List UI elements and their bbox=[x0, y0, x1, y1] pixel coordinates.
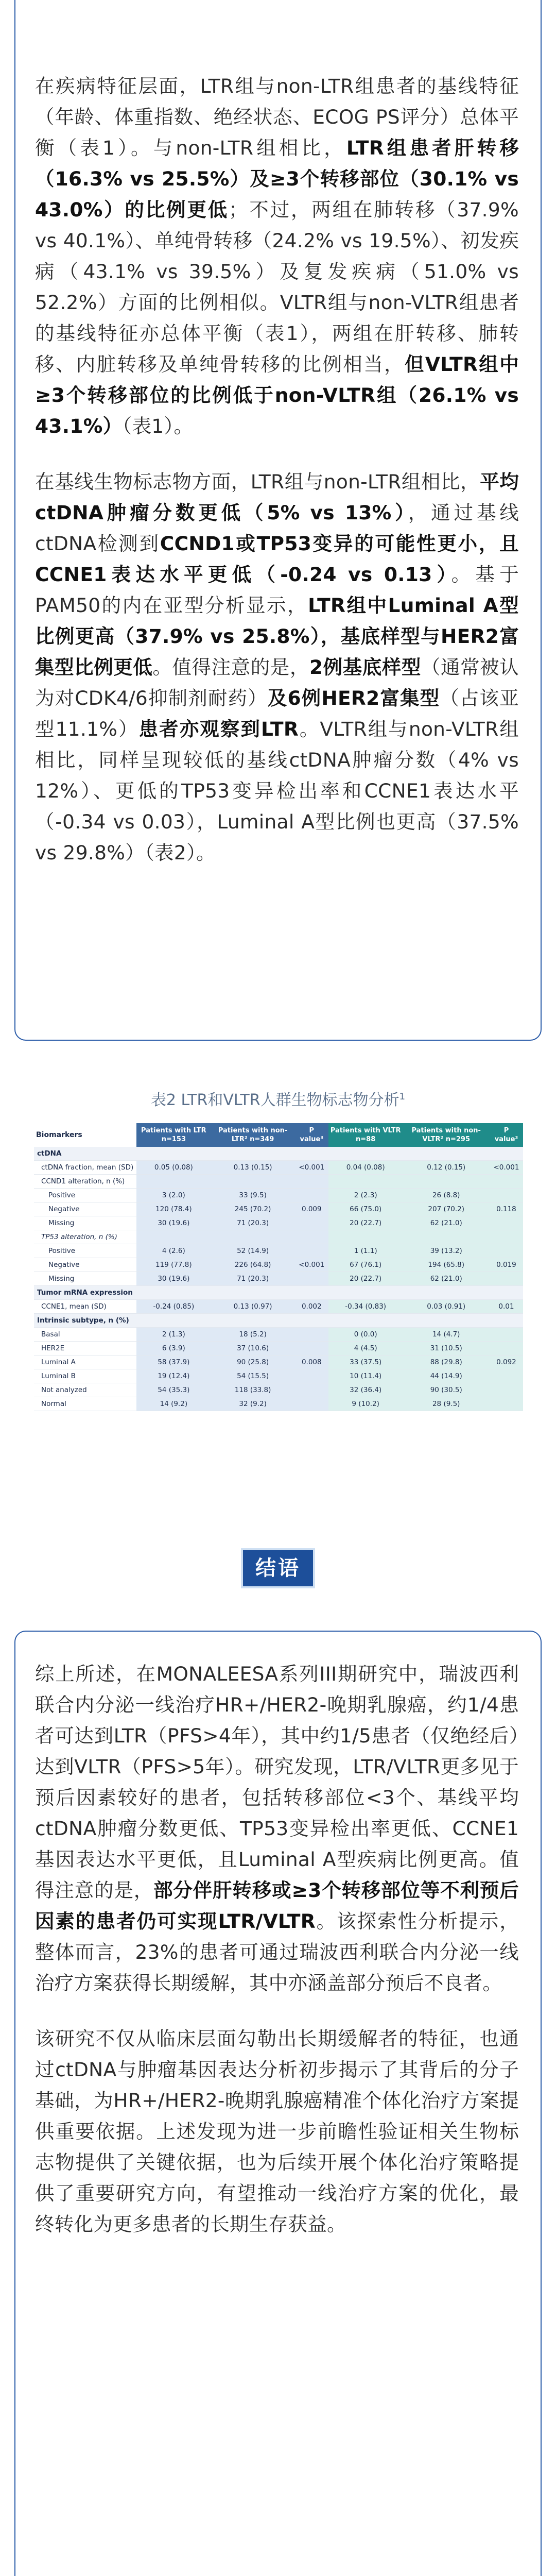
table-cell: 32 (36.4) bbox=[328, 1383, 403, 1397]
table-cell bbox=[490, 1147, 523, 1161]
body-text: 。VLTR组与non-VLTR组相比，同样呈现较低的基线ctDNA肿瘤分数（4% vs 12%）、更低的TP53变异检出率和CCNE1表达水平（-0.34 vs 0.03），Luminal A型比例也更高（37.5% vs 29.8%）（表2）。 bbox=[35, 718, 519, 864]
table-cell bbox=[403, 1286, 490, 1300]
table-cell bbox=[295, 1286, 328, 1300]
table-cell bbox=[211, 1230, 294, 1244]
table-cell bbox=[295, 1272, 328, 1286]
table-cell: CCNE1, mean (SD) bbox=[34, 1300, 136, 1314]
table-cell: 18 (5.2) bbox=[211, 1328, 294, 1342]
table-row bbox=[34, 1328, 523, 1342]
table-cell bbox=[295, 1369, 328, 1383]
table-header-cell: P value³ bbox=[295, 1123, 328, 1147]
table-cell: Luminal A bbox=[34, 1355, 136, 1369]
table-cell: 194 (65.8) bbox=[403, 1258, 490, 1272]
table-cell bbox=[490, 1272, 523, 1286]
table-cell: 0.008 bbox=[295, 1355, 328, 1369]
table-row bbox=[34, 1342, 523, 1355]
table-cell: HER2E bbox=[34, 1342, 136, 1355]
table-header-cell: Patients with LTR n=153 bbox=[136, 1123, 211, 1147]
table-cell bbox=[403, 1175, 490, 1189]
table-cell bbox=[490, 1383, 523, 1397]
table-cell: 0.009 bbox=[295, 1202, 328, 1216]
body-text: ，通过基线ctDNA检测到 bbox=[35, 501, 519, 555]
table-cell: 52 (14.9) bbox=[211, 1244, 294, 1258]
table-cell: 67 (76.1) bbox=[328, 1258, 403, 1272]
table-cell: Not analyzed bbox=[34, 1383, 136, 1397]
table-cell: 44 (14.9) bbox=[403, 1369, 490, 1383]
table-row bbox=[34, 1355, 523, 1369]
table-cell bbox=[295, 1147, 328, 1161]
table-cell bbox=[136, 1175, 211, 1189]
table-cell: 10 (11.4) bbox=[328, 1369, 403, 1383]
table-cell bbox=[328, 1314, 403, 1328]
table-cell: 31 (10.5) bbox=[403, 1342, 490, 1355]
body-text: （占该亚型11.1%） bbox=[35, 687, 519, 740]
biomarker-table bbox=[34, 1123, 523, 1411]
table-cell: 54 (35.3) bbox=[136, 1383, 211, 1397]
table-cell bbox=[295, 1244, 328, 1258]
table-row bbox=[34, 1244, 523, 1258]
table-row bbox=[34, 1230, 523, 1244]
disease-characteristics-paragraph bbox=[35, 71, 519, 442]
table-cell: Missing bbox=[34, 1216, 136, 1230]
table-row bbox=[34, 1161, 523, 1175]
emphasis-text: LTR组中Luminal A型比例更高（37.9% vs 25.8%），基底样型与HER2富集型比例更低 bbox=[35, 594, 519, 679]
table-cell: 120 (78.4) bbox=[136, 1202, 211, 1216]
table-cell: 66 (75.0) bbox=[328, 1202, 403, 1216]
table-row bbox=[34, 1286, 523, 1300]
body-text: （表1）。 bbox=[122, 415, 194, 437]
table-cell: 37 (10.6) bbox=[211, 1342, 294, 1355]
emphasis-text: 患者亦观察到LTR bbox=[138, 718, 299, 740]
table-cell: 4 (4.5) bbox=[328, 1342, 403, 1355]
table-cell bbox=[490, 1286, 523, 1300]
table-cell: 20 (22.7) bbox=[328, 1272, 403, 1286]
table-cell bbox=[295, 1328, 328, 1342]
table-cell bbox=[295, 1175, 328, 1189]
table-cell: 26 (8.8) bbox=[403, 1189, 490, 1202]
table-cell: 0.019 bbox=[490, 1258, 523, 1272]
table-cell: 226 (64.8) bbox=[211, 1258, 294, 1272]
table-cell: Negative bbox=[34, 1258, 136, 1272]
table-header-row bbox=[34, 1123, 523, 1147]
table-cell: 0.04 (0.08) bbox=[328, 1161, 403, 1175]
emphasis-text: 及6例HER2富集型 bbox=[267, 687, 440, 709]
table-row bbox=[34, 1216, 523, 1230]
emphasis-text: 但VLTR组中≥3个转移部位的比例低于non-VLTR组（26.1% vs 43.1%） bbox=[35, 353, 519, 437]
table-cell: 245 (70.2) bbox=[211, 1202, 294, 1216]
table-cell bbox=[328, 1286, 403, 1300]
table-row bbox=[34, 1300, 523, 1314]
table-cell: 54 (15.5) bbox=[211, 1369, 294, 1383]
table-cell bbox=[295, 1397, 328, 1411]
body-text: 该研究不仅从临床层面勾勒出长期缓解者的特征，也通过ctDNA与肿瘤基因表达分析初步揭示了其背后的分子基础，为HR+/HER2-晚期乳腺癌精准个体化治疗方案提供重要依据。上述发现为进一步前瞻性验证相关生物标志物提供了关键依据，也为后续开展个体化治疗策略提供了重要研究方向，有望推动一线治疗方案的优化，最终转化为更多患者的长期生存获益。 bbox=[35, 2027, 519, 2235]
table-cell bbox=[328, 1175, 403, 1189]
table-cell: 207 (70.2) bbox=[403, 1202, 490, 1216]
table-cell: 14 (4.7) bbox=[403, 1328, 490, 1342]
table-cell: 0.12 (0.15) bbox=[403, 1161, 490, 1175]
emphasis-text: CCND1或TP53变异的可能性更小，且CCNE1表达水平更低（-0.24 vs 0.13） bbox=[35, 532, 519, 586]
table-cell: Tumor mRNA expression bbox=[34, 1286, 136, 1300]
table-cell: 0.118 bbox=[490, 1202, 523, 1216]
table-cell: 30 (19.6) bbox=[136, 1272, 211, 1286]
table-cell: <0.001 bbox=[295, 1258, 328, 1272]
table-cell: ctDNA bbox=[34, 1147, 136, 1161]
table-cell bbox=[328, 1230, 403, 1244]
table-cell: Positive bbox=[34, 1189, 136, 1202]
table-cell bbox=[403, 1147, 490, 1161]
table-row bbox=[34, 1369, 523, 1383]
table-cell: 62 (21.0) bbox=[403, 1272, 490, 1286]
table-cell: 19 (12.4) bbox=[136, 1369, 211, 1383]
table-cell bbox=[490, 1397, 523, 1411]
body-text: 。基于PAM50的内在亚型分析显示， bbox=[35, 563, 519, 617]
table-header-cell: Biomarkers bbox=[34, 1123, 136, 1147]
emphasis-text: 部分伴肝转移或≥3个转移部位等不利预后因素的患者仍可实现LTR/VLTR bbox=[35, 1879, 519, 1933]
table-cell: 0.002 bbox=[295, 1300, 328, 1314]
table-cell bbox=[490, 1314, 523, 1328]
table-cell: 3 (2.0) bbox=[136, 1189, 211, 1202]
table-cell bbox=[490, 1189, 523, 1202]
table-header-cell: Patients with non-LTR² n=349 bbox=[211, 1123, 294, 1147]
table-cell: <0.001 bbox=[490, 1161, 523, 1175]
table-cell bbox=[295, 1230, 328, 1244]
table-row bbox=[34, 1189, 523, 1202]
table-cell: 118 (33.8) bbox=[211, 1383, 294, 1397]
table-row bbox=[34, 1147, 523, 1161]
table-cell: 0.01 bbox=[490, 1300, 523, 1314]
table-cell: 0.13 (0.15) bbox=[211, 1161, 294, 1175]
table-cell: 14 (9.2) bbox=[136, 1397, 211, 1411]
table-cell bbox=[211, 1286, 294, 1300]
table-cell: 58 (37.9) bbox=[136, 1355, 211, 1369]
body-text: 。该探索性分析提示，整体而言，23%的患者可通过瑞波西利联合内分泌一线治疗方案获得长期缓解，其中亦涵盖部分预后不良者。 bbox=[35, 1910, 519, 1994]
table-cell: 1 (1.1) bbox=[328, 1244, 403, 1258]
table-cell: Luminal B bbox=[34, 1369, 136, 1383]
table-cell: 39 (13.2) bbox=[403, 1244, 490, 1258]
body-text: 。值得注意的是， bbox=[152, 656, 309, 679]
table-cell bbox=[490, 1216, 523, 1230]
table-cell: CCND1 alteration, n (%) bbox=[34, 1175, 136, 1189]
table-cell: ctDNA fraction, mean (SD) bbox=[34, 1161, 136, 1175]
table-row bbox=[34, 1175, 523, 1189]
table-cell bbox=[211, 1314, 294, 1328]
table-cell: 71 (20.3) bbox=[211, 1216, 294, 1230]
table-row bbox=[34, 1272, 523, 1286]
table-cell: -0.24 (0.85) bbox=[136, 1300, 211, 1314]
table-cell: Basal bbox=[34, 1328, 136, 1342]
table-cell bbox=[403, 1314, 490, 1328]
conclusion-text-frame bbox=[14, 1631, 542, 2576]
table-cell: Missing bbox=[34, 1272, 136, 1286]
table-cell: 119 (77.8) bbox=[136, 1258, 211, 1272]
table-cell: 6 (3.9) bbox=[136, 1342, 211, 1355]
table-cell bbox=[490, 1175, 523, 1189]
emphasis-text: 2例基底样型 bbox=[309, 656, 421, 679]
table-cell: 62 (21.0) bbox=[403, 1216, 490, 1230]
conclusion-significance-paragraph bbox=[35, 2023, 519, 2240]
table-cell: 30 (19.6) bbox=[136, 1216, 211, 1230]
table-cell bbox=[295, 1314, 328, 1328]
body-text: 在疾病特征层面，LTR组与non-LTR组患者的基线特征（年龄、体重指数、绝经状态、ECOG PS评分）总体平衡（表1）。与non-LTR组相比， bbox=[35, 75, 519, 159]
conclusion-heading: 结语 bbox=[241, 1548, 315, 1588]
conclusion-summary-paragraph bbox=[35, 1658, 519, 1998]
table-cell: 4 (2.6) bbox=[136, 1244, 211, 1258]
table-row bbox=[34, 1314, 523, 1328]
table-cell: 2 (2.3) bbox=[328, 1189, 403, 1202]
table-cell bbox=[295, 1383, 328, 1397]
body-text: （通常被认为对CDK4/6抑制剂耐药） bbox=[35, 656, 519, 709]
table-cell bbox=[490, 1342, 523, 1355]
table-cell: 9 (10.2) bbox=[328, 1397, 403, 1411]
table-cell: 0.03 (0.91) bbox=[403, 1300, 490, 1314]
table-cell bbox=[490, 1230, 523, 1244]
table-cell: <0.001 bbox=[295, 1161, 328, 1175]
table-cell bbox=[211, 1147, 294, 1161]
table-row bbox=[34, 1258, 523, 1272]
table-row bbox=[34, 1397, 523, 1411]
table-cell: Normal bbox=[34, 1397, 136, 1411]
table-cell: Intrinsic subtype, n (%) bbox=[34, 1314, 136, 1328]
table-cell bbox=[136, 1314, 211, 1328]
table-row bbox=[34, 1202, 523, 1216]
table-cell: 0.092 bbox=[490, 1355, 523, 1369]
table-cell: 88 (29.8) bbox=[403, 1355, 490, 1369]
table-cell: 33 (37.5) bbox=[328, 1355, 403, 1369]
table-cell: Negative bbox=[34, 1202, 136, 1216]
table-cell: TP53 alteration, n (%) bbox=[34, 1230, 136, 1244]
table-header-cell: Patients with VLTR n=88 bbox=[328, 1123, 403, 1147]
body-text: ；不过，两组在肺转移（37.9% vs 40.1%）、单纯骨转移（24.2% vs 19.5%）、初发疾病（43.1% vs 39.5%）及复发疾病（51.0% vs 52.2%）方面的比例相似。VLTR组与non-VLTR组患者的基线特征亦总体平衡（表1），两组在肝转移、肺转移、内脏转移及单纯骨转移的比例相当， bbox=[35, 198, 519, 376]
table-cell bbox=[136, 1286, 211, 1300]
table-cell: 33 (9.5) bbox=[211, 1189, 294, 1202]
table-cell: 0.05 (0.08) bbox=[136, 1161, 211, 1175]
table-cell: 0 (0.0) bbox=[328, 1328, 403, 1342]
body-text: 在基线生物标志物方面，LTR组与non-LTR组相比， bbox=[35, 470, 480, 493]
table-cell bbox=[490, 1369, 523, 1383]
table-cell bbox=[295, 1342, 328, 1355]
table-cell bbox=[328, 1147, 403, 1161]
table-header-cell: Patients with non-VLTR² n=295 bbox=[403, 1123, 490, 1147]
table-cell: 32 (9.2) bbox=[211, 1397, 294, 1411]
table-cell: 90 (25.8) bbox=[211, 1355, 294, 1369]
table-cell bbox=[211, 1175, 294, 1189]
table2-caption: 表2 LTR和VLTR人群生物标志物分析$^1$ bbox=[150, 1091, 406, 1109]
biomarker-paragraph bbox=[35, 466, 519, 868]
results-text-frame bbox=[14, 0, 542, 1041]
emphasis-text: 平均ctDNA肿瘤分数更低（5% vs 13%） bbox=[35, 470, 519, 524]
body-text: 综上所述，在MONALEESA系列III期研究中，瑞波西利联合内分泌一线治疗HR+/HER2-晚期乳腺癌，约1/4患者可达到LTR（PFS>4年），其中约1/5患者（仅绝经后）达到VLTR（PFS>5年）。研究发现，LTR/VLTR更多见于预后因素较好的患者，包括转移部位<3个、基线平均ctDNA肿瘤分数更低、TP53变异检出率更低、CCNE1基因表达水平更低，且Luminal A型疾病比例更高。值得注意的是， bbox=[35, 1663, 519, 1902]
table-row bbox=[34, 1383, 523, 1397]
table-cell bbox=[295, 1216, 328, 1230]
emphasis-text: LTR组患者肝转移（16.3% vs 25.5%）及≥3个转移部位（30.1% vs 43.0%）的比例更低 bbox=[35, 137, 519, 221]
table-cell bbox=[403, 1230, 490, 1244]
table-cell: 28 (9.5) bbox=[403, 1397, 490, 1411]
table-header-cell: P value³ bbox=[490, 1123, 523, 1147]
table-cell bbox=[490, 1328, 523, 1342]
table-cell bbox=[136, 1147, 211, 1161]
table-cell: 2 (1.3) bbox=[136, 1328, 211, 1342]
table-cell: 90 (30.5) bbox=[403, 1383, 490, 1397]
table-cell bbox=[490, 1244, 523, 1258]
table-cell: 71 (20.3) bbox=[211, 1272, 294, 1286]
table-cell bbox=[136, 1230, 211, 1244]
table-cell: Positive bbox=[34, 1244, 136, 1258]
table-cell: 20 (22.7) bbox=[328, 1216, 403, 1230]
table-cell: -0.34 (0.83) bbox=[328, 1300, 403, 1314]
table-cell: 0.13 (0.97) bbox=[211, 1300, 294, 1314]
table-cell bbox=[295, 1189, 328, 1202]
